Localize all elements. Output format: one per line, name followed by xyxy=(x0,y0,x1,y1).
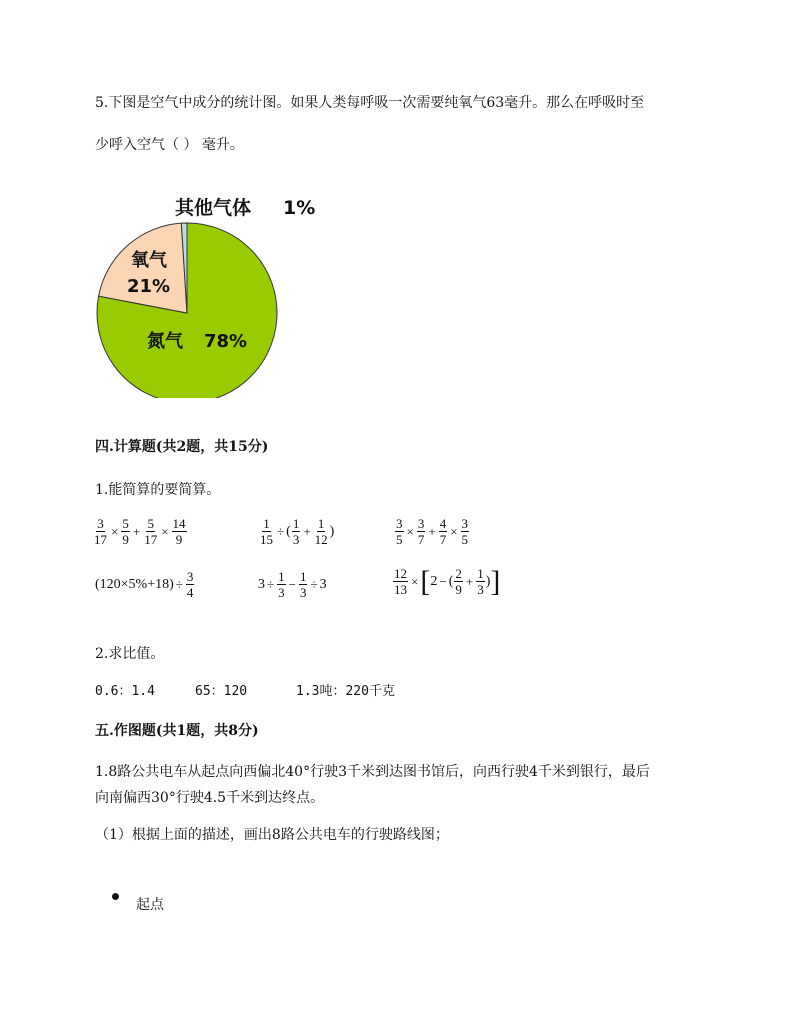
calc-q2-title: 2.求比值。 xyxy=(95,646,165,662)
calc-expr-4: (120×5%+18) ÷ $\frac{3}{4}$ xyxy=(95,569,194,600)
calc-expr-1: $\frac{3}{17}$ × $\frac{5}{9}$ + $\frac{5}{17}$ × $\frac{14}{9}$ xyxy=(94,516,186,547)
calc-expr-6: $\frac{12}{13}$ × [ 2 − ( $\frac{2}{9}$ + $\frac{1}{3}$ ) ] xyxy=(394,564,501,598)
ratio-2: 65：120 xyxy=(195,684,248,699)
calc-expr-5: 3 ÷ $\frac{1}{3}$ − $\frac{1}{3}$ ÷ 3 xyxy=(258,569,327,600)
calc-q1-title: 1.能简算的要简算。 xyxy=(95,482,221,498)
calc-expr-3: $\frac{3}{5}$ × $\frac{3}{7}$ + $\frac{4}{7}$ × $\frac{3}{5}$ xyxy=(396,516,469,547)
q5-line1: 5.下图是空气中成分的统计图。如果人类每呼吸一次需要纯氧气63毫升。那么在呼吸时至 xyxy=(95,95,645,111)
pie-label-nitrogen: 氮气 xyxy=(147,331,183,352)
ratio-3: 1.3吨：220千克 xyxy=(296,684,395,699)
start-point-dot xyxy=(112,893,119,900)
calc-expr-2: $\frac{1}{15}$ ÷ ( $\frac{1}{3}$ + $\frac{1}{12}$ ) xyxy=(260,516,335,547)
ratio-1: 0.6：1.4 xyxy=(95,684,155,699)
pie-label-other: 其他气体 xyxy=(175,197,252,219)
drawing-q1-line2: 向南偏西30°行驶4.5千米到达终点。 xyxy=(95,790,325,806)
pie-value-nitrogen: 78% xyxy=(204,331,248,352)
section4-title: 四.计算题(共2题，共15分) xyxy=(95,439,269,455)
drawing-q1-line1: 1.8路公共电车从起点向西偏北40°行驶3千米到达图书馆后，向西行驶4千米到银行，最后 xyxy=(95,764,650,780)
air-composition-pie-chart xyxy=(95,188,335,398)
section5-title: 五.作图题(共1题，共8分) xyxy=(95,723,259,739)
pie-value-other: 1% xyxy=(283,197,316,219)
start-point-label: 起点 xyxy=(136,897,164,913)
q5-line2: 少呼入空气（ ） 毫升。 xyxy=(95,137,244,153)
drawing-q1-sub: （1）根据上面的描述，画出8路公共电车的行驶路线图； xyxy=(95,827,449,843)
pie-label-oxygen: 氧气 xyxy=(131,250,167,271)
pie-value-oxygen: 21% xyxy=(127,276,171,297)
